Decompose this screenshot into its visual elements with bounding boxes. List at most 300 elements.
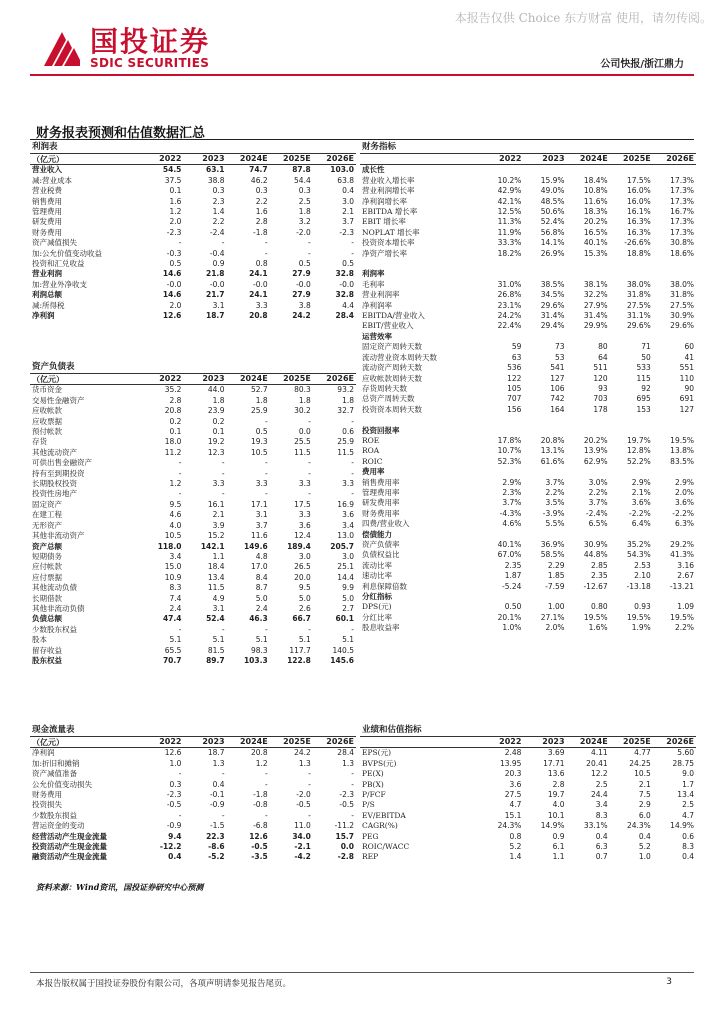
table-row — [360, 321, 696, 331]
value-cell: 1.00 — [547, 602, 565, 612]
value-cell: 17.8% — [497, 435, 522, 445]
value-cell: 17.3% — [670, 186, 694, 196]
row-label: 投资资本增长率 — [362, 238, 415, 248]
value-cell: 18.8% — [626, 248, 651, 258]
row-label — [360, 415, 480, 425]
value-cell: 3.1 — [212, 603, 225, 613]
value-cell: 20.8 — [164, 406, 182, 416]
value-cell: -0.8 — [253, 800, 268, 810]
value-cell: 5.60 — [677, 748, 694, 758]
value-cell: 21.8 — [206, 269, 225, 279]
value-cell: 11.5 — [294, 447, 311, 457]
value-cell: 35.2% — [626, 540, 651, 549]
value-cell: 3.3 — [255, 479, 268, 489]
value-cell: 1.8 — [255, 395, 268, 405]
value-cell: 2.0 — [169, 300, 182, 310]
value-cell: 2.4 — [169, 603, 182, 613]
value-cell — [610, 259, 653, 269]
value-cell: 87.8 — [292, 165, 311, 175]
table-row — [30, 769, 356, 779]
value-cell: 2.2 — [212, 217, 225, 227]
row-label: 销售费用 — [32, 196, 62, 206]
value-cell: 1.3 — [212, 758, 225, 768]
value-cell: -5.2 — [208, 852, 225, 862]
table-row — [360, 748, 696, 759]
value-cell: 50.6% — [540, 207, 565, 217]
year-header: 2026E — [653, 154, 696, 165]
balance-sheet-table — [30, 361, 356, 666]
table-title: 业绩和估值指标 — [360, 724, 696, 737]
value-cell: 3.0 — [298, 551, 311, 561]
value-cell: 3.69 — [547, 748, 565, 758]
value-cell: 6.3% — [674, 519, 694, 529]
value-cell: - — [351, 779, 354, 789]
value-cell: 5.1 — [298, 635, 311, 645]
table-row — [30, 238, 356, 248]
value-cell — [523, 259, 566, 269]
value-cell: 15.1 — [504, 810, 522, 820]
value-cell: - — [264, 489, 268, 499]
value-cell: 1.2 — [169, 479, 182, 489]
value-cell: 1.6 — [255, 207, 268, 217]
value-cell: - — [308, 458, 311, 468]
value-cell: 156 — [507, 404, 522, 414]
value-cell: 0.4 — [212, 779, 225, 789]
value-cell: 10.5 — [164, 531, 182, 541]
row-label: 应付帐款 — [32, 562, 62, 572]
value-cell: 551 — [679, 363, 694, 373]
table-row — [360, 238, 696, 248]
value-cell: 22.3 — [206, 831, 225, 841]
value-cell: 24.2 — [292, 311, 311, 321]
row-label: 加:公允价值变动收益 — [32, 248, 103, 258]
value-cell: 2.9 — [638, 800, 651, 810]
value-cell: 34.0 — [292, 831, 311, 841]
empty-cell — [567, 592, 610, 602]
value-cell: 10.8% — [583, 186, 608, 196]
value-cell: -2.1 — [294, 842, 311, 852]
row-label: 加:营业外净收支 — [32, 279, 88, 289]
empty-cell — [653, 467, 696, 477]
table-row — [360, 821, 696, 831]
unit-label: （亿元） — [30, 154, 140, 165]
table-row — [30, 228, 356, 238]
value-cell: 13.6 — [547, 769, 565, 779]
value-cell: 28.4 — [337, 748, 354, 758]
empty-cell — [653, 592, 696, 602]
value-cell: -12.67 — [583, 581, 608, 591]
value-cell: -2.3 — [339, 227, 354, 237]
table-row — [360, 769, 696, 779]
table-row — [30, 259, 356, 269]
value-cell: 2.35 — [590, 571, 608, 581]
value-cell: 18.0 — [164, 437, 182, 447]
value-cell: 2.1% — [631, 487, 651, 497]
table-row — [30, 656, 356, 666]
value-cell: 31.4% — [540, 311, 565, 321]
value-cell: 15.9% — [540, 175, 565, 185]
value-cell: 145.6 — [330, 655, 354, 665]
table-row — [30, 249, 356, 259]
value-cell: 0.4 — [638, 831, 651, 841]
value-cell: 0.6 — [682, 831, 694, 841]
table-row — [360, 446, 696, 456]
value-cell: 17.3% — [670, 196, 694, 206]
row-label: 公允价值变动损失 — [32, 779, 92, 789]
year-header: 2023 — [523, 154, 566, 165]
value-cell: 36.9% — [540, 540, 565, 549]
table-row — [360, 207, 696, 217]
table-row — [360, 852, 696, 862]
row-label: 营业利润 — [32, 269, 62, 279]
value-cell: 16.0% — [626, 196, 651, 206]
value-cell: - — [178, 624, 182, 634]
value-cell: 17.3% — [670, 175, 694, 185]
table-row — [30, 207, 356, 217]
value-cell: 30.9% — [583, 540, 608, 549]
value-cell: -2.0 — [296, 227, 311, 237]
year-header: 2024E — [567, 737, 610, 748]
value-cell: 6.1 — [552, 842, 565, 852]
value-cell: - — [178, 238, 182, 248]
value-cell: - — [264, 416, 268, 426]
table-row — [360, 280, 696, 290]
value-cell: 71 — [641, 342, 651, 352]
value-cell: 12.6 — [249, 831, 268, 841]
value-cell: 54.3% — [626, 550, 651, 560]
value-cell: 3.6 — [509, 779, 522, 789]
section-divider — [30, 139, 694, 140]
table-row — [30, 542, 356, 552]
row-label: EBIT 增长率 — [362, 217, 406, 227]
empty-cell — [480, 467, 523, 477]
watermark: 本报告仅供 Choice 东方财富 使用，请勿传阅。 — [454, 11, 712, 25]
value-cell: 0.4 — [342, 186, 354, 196]
value-cell: 17.3% — [670, 227, 694, 237]
value-cell: 18.6% — [670, 248, 694, 258]
row-label: 研发费用 — [32, 217, 62, 227]
value-cell: 93 — [598, 383, 608, 393]
table-row — [30, 500, 356, 510]
value-cell: 38.0% — [626, 279, 651, 289]
value-cell: 18.7 — [206, 311, 225, 321]
value-cell: 3.6% — [674, 498, 694, 508]
value-cell: 81.5 — [207, 645, 225, 655]
value-cell: 80.3 — [294, 385, 311, 395]
value-cell: 4.6 — [169, 510, 182, 520]
value-cell: 122.8 — [287, 655, 311, 665]
value-cell: 20.8% — [540, 435, 565, 445]
table-title: 利润表 — [30, 141, 356, 154]
table-row — [30, 489, 356, 499]
row-label — [360, 259, 480, 269]
value-cell: -5.24 — [502, 581, 522, 591]
value-cell: 59 — [511, 342, 522, 352]
table-row — [30, 427, 356, 437]
row-label: 销售费用率 — [362, 477, 400, 487]
value-cell: 14.1% — [540, 238, 565, 248]
value-cell: 1.6 — [169, 196, 182, 206]
value-cell: 9.0 — [682, 769, 694, 779]
value-cell: - — [221, 624, 225, 634]
value-cell: 3.0 — [342, 196, 354, 206]
year-header: 2025E — [270, 374, 313, 385]
empty-cell — [523, 332, 566, 342]
value-cell: 54.4 — [294, 175, 311, 185]
value-cell: 48.5% — [540, 196, 565, 206]
row-label: 存货周转天数 — [362, 383, 407, 393]
value-cell: - — [264, 248, 268, 258]
value-cell: 13.8% — [670, 446, 694, 456]
row-label: 利息保障倍数 — [362, 581, 407, 591]
value-cell: 117.7 — [289, 645, 311, 655]
empty-cell — [567, 530, 610, 540]
table-row — [30, 521, 356, 531]
value-cell: 64 — [598, 352, 608, 362]
table-row — [360, 519, 696, 529]
value-cell: 5.2 — [509, 842, 522, 852]
value-cell: - — [264, 458, 268, 468]
year-header: 2024E — [227, 154, 270, 165]
row-label: 净利润增长率 — [362, 196, 407, 206]
value-cell: 62.9% — [583, 456, 608, 466]
brand-name-en: SDIC SECURITIES — [90, 56, 210, 70]
empty-cell — [567, 269, 610, 279]
value-cell: - — [308, 238, 311, 248]
row-label: 资产减值损失 — [32, 238, 77, 248]
empty-cell — [480, 426, 523, 436]
value-cell: 27.5 — [504, 790, 522, 800]
table-row — [360, 561, 696, 571]
value-cell: -0.9 — [166, 821, 182, 831]
footer-disclaimer: 本报告版权属于国投证券股份有限公司，各项声明请参见报告尾页。 — [36, 979, 292, 989]
value-cell: 24.25 — [629, 758, 651, 768]
value-cell: 106 — [550, 383, 565, 393]
value-cell: 24.4 — [590, 790, 608, 800]
value-cell: 83.5% — [670, 456, 694, 466]
row-label: PB(X) — [362, 779, 384, 789]
value-cell: - — [351, 248, 354, 258]
value-cell: 30.8% — [670, 238, 694, 248]
value-cell: 0.1 — [169, 186, 182, 196]
row-label: DPS(元) — [362, 602, 392, 612]
value-cell: 18.4 — [207, 562, 225, 572]
empty-cell — [567, 165, 610, 176]
table-row — [360, 478, 696, 488]
row-label: 其他非流动负债 — [32, 603, 85, 613]
value-cell: 18.4% — [583, 175, 608, 185]
value-cell: 27.9% — [583, 300, 608, 310]
value-cell: 695 — [636, 394, 651, 404]
value-cell: -0.0 — [209, 279, 225, 289]
row-label: 净利润率 — [362, 300, 392, 310]
value-cell: 3.7% — [545, 477, 565, 487]
value-cell: -0.3 — [166, 248, 182, 258]
value-cell: -4.2 — [294, 852, 311, 862]
table-row — [360, 811, 696, 821]
value-cell: -26.6% — [624, 238, 651, 248]
empty-cell — [653, 426, 696, 436]
value-cell: 0.0 — [340, 842, 354, 852]
row-label: P/FCF — [362, 790, 386, 800]
value-cell: 63.1 — [206, 165, 225, 175]
value-cell: 25.9 — [337, 437, 354, 447]
table-row — [360, 186, 696, 196]
value-cell: 29.9% — [583, 321, 608, 331]
value-cell: 73 — [555, 342, 565, 352]
value-cell: 30.9% — [670, 311, 694, 321]
value-cell: -6.8 — [253, 821, 268, 831]
row-label: 减:营业成本 — [32, 175, 73, 185]
table-row — [30, 165, 356, 176]
table-row — [360, 759, 696, 769]
unit-label — [360, 737, 480, 748]
value-cell: 3.1 — [255, 510, 268, 520]
table-row — [360, 311, 696, 321]
value-cell: - — [178, 769, 182, 779]
value-cell: 2.7 — [342, 603, 354, 613]
table-row — [30, 479, 356, 489]
table-row — [360, 259, 696, 269]
value-cell: -11.2 — [334, 821, 354, 831]
table-row — [360, 342, 696, 352]
value-cell: 0.3 — [255, 186, 268, 196]
value-cell: 52.3% — [497, 456, 522, 466]
value-cell: 13.4 — [677, 790, 694, 800]
subheading-label: 偿债能力 — [362, 529, 392, 539]
empty-cell — [480, 530, 523, 540]
table-header-row — [30, 154, 356, 165]
table-row — [30, 417, 356, 427]
row-label: 股息收益率 — [362, 623, 400, 633]
table-row — [360, 790, 696, 800]
value-cell: 44.8% — [583, 550, 608, 560]
table-header-row — [360, 154, 696, 165]
value-cell: 38.8 — [207, 175, 225, 185]
table-row — [360, 623, 696, 633]
table-row — [360, 457, 696, 467]
value-cell: 4.0 — [552, 800, 565, 810]
value-cell: 38.1% — [583, 279, 608, 289]
value-cell: 4.8 — [255, 551, 268, 561]
row-label: 速动比率 — [362, 571, 392, 581]
value-cell: 19.5% — [583, 612, 608, 622]
table-row — [30, 385, 356, 396]
value-cell: 11.2 — [164, 447, 182, 457]
value-cell: 2.9% — [674, 477, 694, 487]
value-cell: 2.4 — [255, 603, 268, 613]
value-cell: 10.1 — [547, 810, 565, 820]
value-cell: 2.8 — [255, 217, 268, 227]
value-cell: 127 — [550, 373, 565, 383]
value-cell: -7.59 — [545, 581, 565, 591]
value-cell: 15.2 — [207, 531, 225, 541]
table-row — [360, 394, 696, 404]
value-cell: 41.3% — [670, 550, 694, 560]
value-cell: -0.5 — [296, 800, 311, 810]
value-cell: 40.1% — [583, 238, 608, 248]
table-row — [30, 311, 356, 321]
row-label: 短期债务 — [32, 551, 62, 561]
value-cell: 2.5 — [595, 779, 608, 789]
value-cell: 52.7 — [251, 385, 268, 395]
value-cell: 31.4% — [583, 311, 608, 321]
value-cell: 2.2% — [588, 487, 608, 497]
value-cell: -0.9 — [209, 800, 225, 810]
value-cell: 691 — [679, 394, 694, 404]
value-cell: 38.0% — [670, 279, 694, 289]
value-cell: - — [221, 238, 225, 248]
row-label: ROIC — [362, 456, 383, 466]
table-header-row — [360, 737, 696, 748]
value-cell: 14.6 — [162, 290, 182, 300]
row-label: BVPS(元) — [362, 758, 397, 768]
subheading-label: 成长性 — [362, 165, 385, 175]
value-cell — [653, 259, 696, 269]
value-cell: 65.5 — [164, 645, 182, 655]
value-cell: 13.1% — [540, 446, 565, 456]
value-cell: 122 — [507, 373, 522, 383]
value-cell: 16.5% — [583, 227, 608, 237]
year-header: 2022 — [140, 737, 183, 748]
row-label: 财务费用 — [32, 227, 62, 237]
value-cell: 27.9 — [292, 269, 311, 279]
value-cell: 12.5% — [497, 207, 522, 217]
table-row — [30, 594, 356, 604]
subheading-row — [360, 426, 696, 436]
empty-cell — [610, 165, 653, 176]
value-cell: 10.5 — [634, 769, 651, 779]
value-cell: 13.4 — [207, 572, 225, 582]
year-header: 2024E — [227, 737, 270, 748]
table-row — [360, 249, 696, 259]
value-cell: 17.5 — [294, 499, 311, 509]
value-cell: 11.5 — [337, 447, 354, 457]
value-cell: 31.8% — [626, 290, 651, 300]
value-cell: - — [308, 810, 311, 820]
table-row — [30, 531, 356, 541]
table-row — [360, 415, 696, 425]
value-cell: 2.2% — [674, 623, 694, 633]
value-cell: - — [351, 468, 354, 478]
value-cell: 13.0 — [337, 531, 354, 541]
value-cell: 52.2% — [626, 456, 651, 466]
value-cell: 0.3 — [212, 186, 225, 196]
empty-cell — [523, 467, 566, 477]
value-cell: 35.2 — [164, 385, 182, 395]
value-cell: 9.9 — [342, 583, 354, 593]
row-label: 营业利润率 — [362, 290, 400, 300]
value-cell: 8.3 — [682, 842, 694, 852]
row-label: 资产负债率 — [362, 540, 400, 549]
value-cell: - — [308, 624, 311, 634]
value-cell: 6.5% — [588, 519, 608, 529]
value-cell: 0.3 — [169, 779, 182, 789]
row-label: 经营活动产生现金流量 — [32, 831, 107, 841]
empty-cell — [610, 592, 653, 602]
value-cell: 8.4 — [255, 572, 268, 582]
row-label: 持有至到期投资 — [32, 468, 85, 478]
empty-cell — [480, 332, 523, 342]
table-title: 财务指标 — [360, 141, 696, 154]
year-header: 2026E — [313, 737, 356, 748]
value-cell: 3.5% — [545, 498, 565, 508]
value-cell: 742 — [550, 394, 565, 404]
table-title: 现金流量表 — [30, 724, 356, 737]
cashflow-table — [30, 724, 356, 863]
value-cell: - — [308, 416, 311, 426]
value-cell: - — [351, 769, 354, 779]
